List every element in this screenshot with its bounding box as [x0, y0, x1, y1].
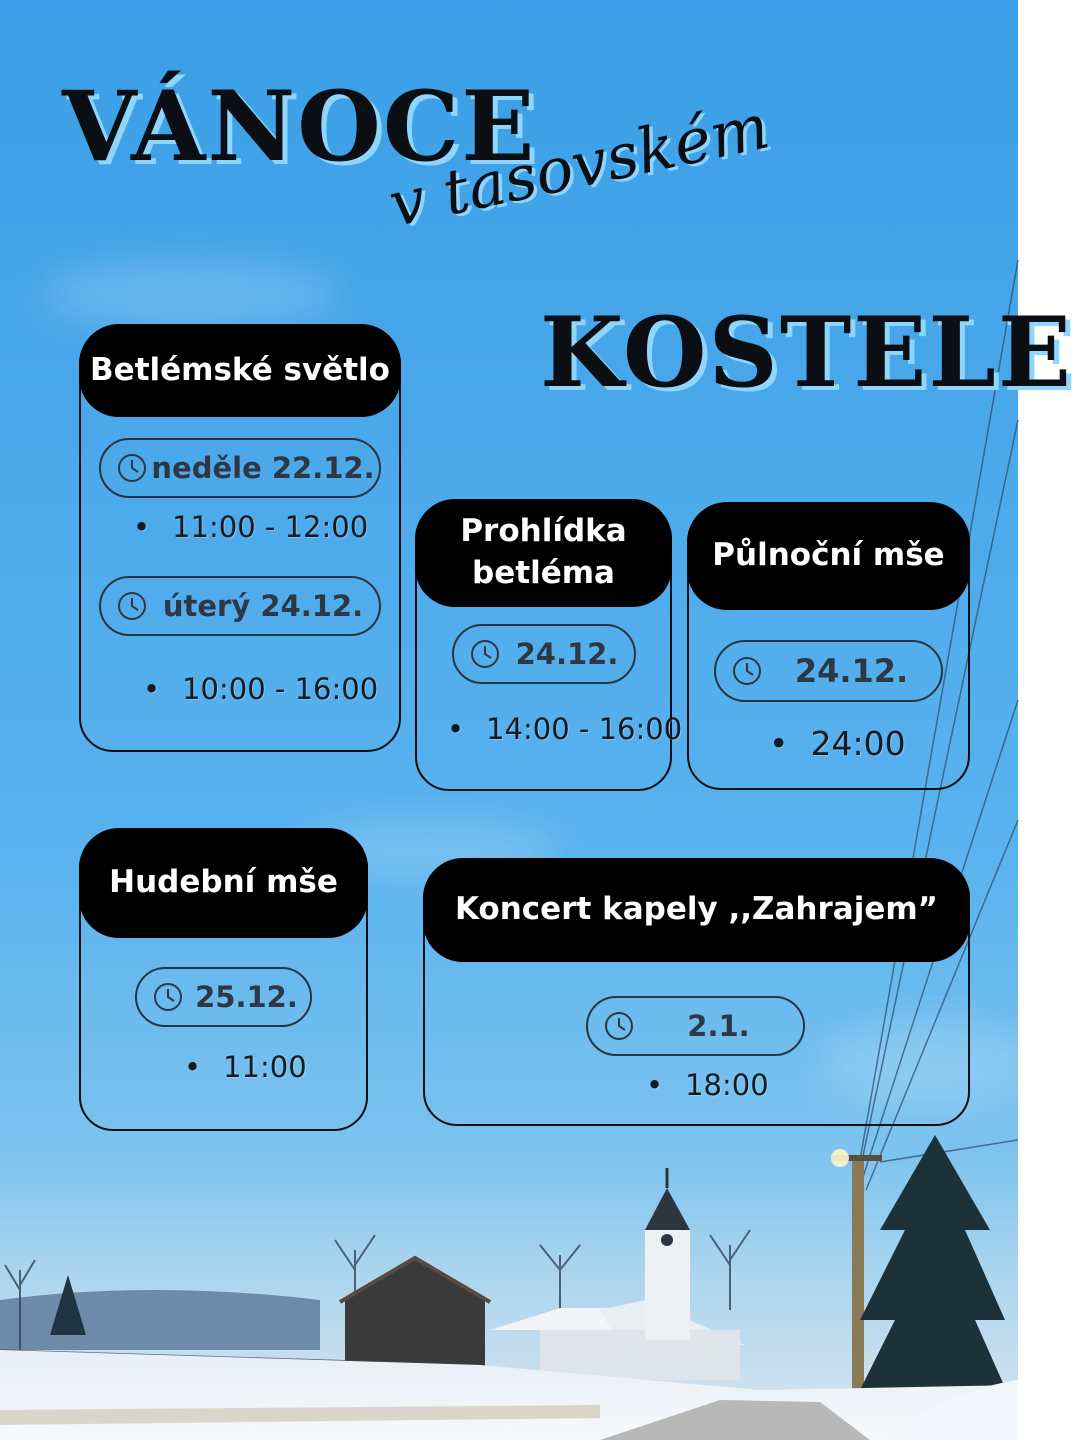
date-pill [452, 624, 636, 684]
title-subtitle: v tasovském [382, 89, 776, 241]
event-heading [415, 499, 672, 607]
event-date: 25.12. [195, 980, 298, 1014]
clock-icon [604, 1011, 634, 1041]
event-time: • 10:00 - 16:00 [143, 672, 378, 706]
event-time: • 11:00 [184, 1050, 307, 1084]
clock-icon [153, 982, 183, 1012]
event-heading-line: betléma [472, 555, 615, 591]
date-pill [99, 576, 381, 636]
clock-icon [732, 656, 762, 686]
event-time: • 11:00 - 12:00 [133, 510, 368, 544]
event-date: neděle 22.12. [151, 451, 375, 485]
event-date: 24.12. [515, 637, 619, 671]
event-date: 24.12. [794, 652, 909, 690]
date-pill [714, 640, 943, 702]
event-date: úterý 24.12. [162, 589, 364, 623]
title-vanoce: VÁNOCE [62, 70, 537, 183]
event-heading: Betlémské světlo [79, 324, 401, 417]
event-time: • 14:00 - 16:00 [447, 712, 682, 746]
event-time: • 24:00 [769, 724, 906, 763]
event-heading: Hudební mše [79, 828, 368, 938]
clock-icon [117, 591, 147, 621]
event-heading-line: Prohlídka [460, 513, 627, 550]
title-kostele: KOSTELE [540, 296, 1073, 409]
date-pill [99, 438, 381, 498]
event-date: 2.1. [687, 1009, 750, 1043]
event-heading: Půlnoční mše [687, 502, 970, 610]
date-pill [586, 996, 805, 1056]
event-heading: Koncert kapely ,,Zahrajem” [423, 858, 970, 962]
date-pill [135, 967, 312, 1027]
village-landscape-image [0, 1150, 1018, 1440]
event-time: • 18:00 [646, 1068, 769, 1102]
clock-icon [470, 639, 500, 669]
clock-icon [117, 453, 147, 483]
